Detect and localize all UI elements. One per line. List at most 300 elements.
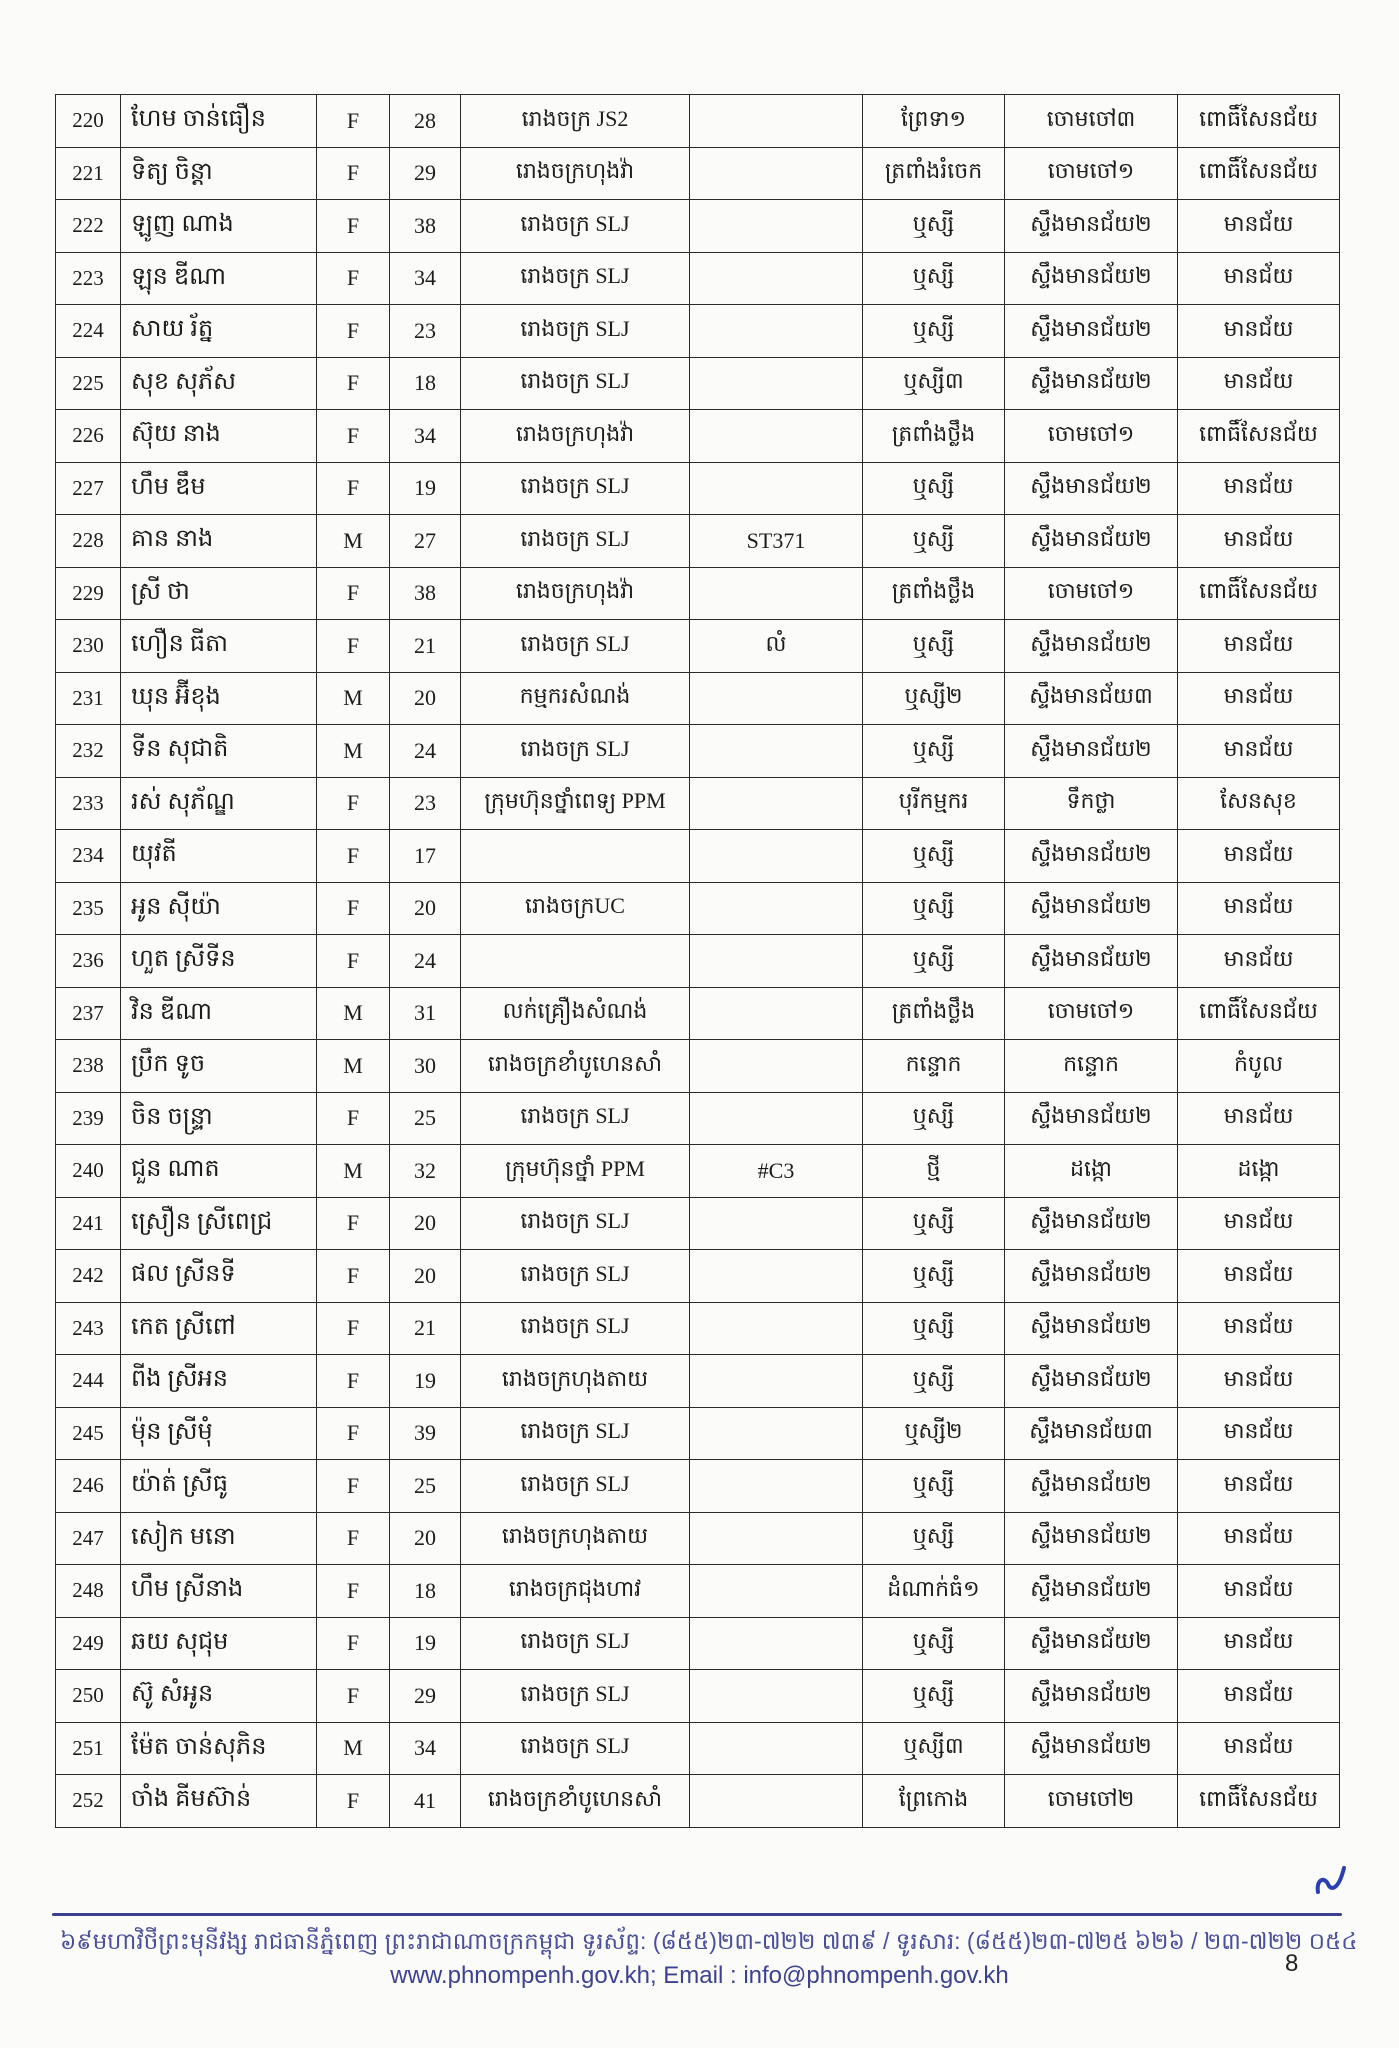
age-cell: 39	[390, 1407, 461, 1460]
commune-cell: ស្ទឹងមានជ័យ៣	[1005, 672, 1178, 725]
person-name-cell: ស្រី ថា	[121, 567, 317, 620]
row-number-cell: 241	[56, 1197, 121, 1250]
district-cell: មានជ័យ	[1178, 1355, 1340, 1408]
page-number: 8	[1285, 1950, 1299, 1977]
sex-cell: M	[317, 725, 390, 778]
note-cell	[690, 1565, 863, 1618]
village-cell: ដំណាក់ធំ១	[863, 1565, 1005, 1618]
sex-cell: F	[317, 1670, 390, 1723]
row-number-cell: 251	[56, 1722, 121, 1775]
sex-cell: F	[317, 830, 390, 883]
sex-cell: F	[317, 147, 390, 200]
workplace-cell: រោងចក្រ JS2	[461, 95, 690, 148]
sex-cell: F	[317, 777, 390, 830]
person-name-cell: យុវតី	[121, 830, 317, 883]
note-cell	[690, 1250, 863, 1303]
sex-cell: F	[317, 1092, 390, 1145]
commune-cell: ស្ទឹងមានជ័យ២	[1005, 725, 1178, 778]
age-cell: 31	[390, 987, 461, 1040]
person-name-cell: ម៉ែត ចាន់សុភិន	[121, 1722, 317, 1775]
age-cell: 34	[390, 252, 461, 305]
workplace-cell: រោងចក្រ SLJ	[461, 1092, 690, 1145]
commune-cell: ស្ទឹងមានជ័យ២	[1005, 462, 1178, 515]
note-cell	[690, 305, 863, 358]
workplace-cell: រោងចក្រ SLJ	[461, 462, 690, 515]
sex-cell: F	[317, 462, 390, 515]
table-row	[56, 1250, 1340, 1303]
sex-cell: F	[317, 1250, 390, 1303]
workplace-cell: កម្មករសំណង់	[461, 672, 690, 725]
sex-cell: F	[317, 1617, 390, 1670]
village-cell: ឬស្សី៣	[863, 1722, 1005, 1775]
village-cell: ឬស្សី	[863, 1670, 1005, 1723]
person-name-cell: អូន ស៊ីយ៉ា	[121, 882, 317, 935]
table-row	[56, 147, 1340, 200]
district-cell: មានជ័យ	[1178, 1670, 1340, 1723]
workplace-cell	[461, 830, 690, 883]
village-cell: ឬស្សី	[863, 1617, 1005, 1670]
commune-cell: ស្ទឹងមានជ័យ៣	[1005, 1407, 1178, 1460]
person-name-cell: ប្រឹក ទូច	[121, 1040, 317, 1093]
sex-cell: F	[317, 1775, 390, 1828]
commune-cell: ស្ទឹងមានជ័យ២	[1005, 1512, 1178, 1565]
workplace-cell: រោងចក្រUC	[461, 882, 690, 935]
village-cell: បុរីកម្មករ	[863, 777, 1005, 830]
age-cell: 18	[390, 1565, 461, 1618]
district-cell: ពោធិ៍សែនជ័យ	[1178, 1775, 1340, 1828]
person-name-cell: គាន នាង	[121, 515, 317, 568]
row-number-cell: 238	[56, 1040, 121, 1093]
person-name-cell: សាយ រ័ត្ន	[121, 305, 317, 358]
table-row	[56, 1722, 1340, 1775]
age-cell: 34	[390, 1722, 461, 1775]
table-row	[56, 1145, 1340, 1198]
district-cell: មានជ័យ	[1178, 1565, 1340, 1618]
note-cell: ST371	[690, 515, 863, 568]
note-cell	[690, 1355, 863, 1408]
note-cell	[690, 725, 863, 778]
district-cell: មានជ័យ	[1178, 357, 1340, 410]
table-row	[56, 1670, 1340, 1723]
workplace-cell: ក្រុមហ៊ុនថ្នាំពេទ្យ PPM	[461, 777, 690, 830]
commune-cell: ស្ទឹងមានជ័យ២	[1005, 305, 1178, 358]
person-name-cell: ចិន ចន្ទ្រា	[121, 1092, 317, 1145]
table-row	[56, 935, 1340, 988]
row-number-cell: 226	[56, 410, 121, 463]
workplace-cell: រោងចក្រ SLJ	[461, 305, 690, 358]
row-number-cell: 220	[56, 95, 121, 148]
footer-address: ៦៩មហាវិថីព្រះមុនីវង្ស រាជធានីភ្នំពេញ ព្រះរាជាណាចក្រកម្ពុជា ទូរស័ព្ទ: (៨៥៥)២៣-៧២២ ៧៣៩ / ទូរសារ: (៨៥៥)២៣-៧២៥ ៦២៦ / ២៣-៧២២ ០៥៤	[60, 1928, 1358, 1954]
workplace-cell: រោងចក្រខាំបូហេនសាំ	[461, 1040, 690, 1093]
age-cell: 29	[390, 1670, 461, 1723]
village-cell: ឬស្សី	[863, 1302, 1005, 1355]
workplace-cell: រោងចក្រ SLJ	[461, 1407, 690, 1460]
district-cell: សែនសុខ	[1178, 777, 1340, 830]
row-number-cell: 246	[56, 1460, 121, 1513]
district-cell: ពោធិ៍សែនជ័យ	[1178, 95, 1340, 148]
note-cell	[690, 1722, 863, 1775]
village-cell: ឬស្សី២	[863, 1407, 1005, 1460]
sex-cell: F	[317, 1460, 390, 1513]
person-name-cell: ហឹម ឌឹម	[121, 462, 317, 515]
person-name-cell: ជួន ណាត	[121, 1145, 317, 1198]
workplace-cell: រោងចក្រ SLJ	[461, 620, 690, 673]
person-name-cell: ឃុន អ៊ីខុង	[121, 672, 317, 725]
commune-cell: ស្ទឹងមានជ័យ២	[1005, 1722, 1178, 1775]
village-cell: ឬស្សី៣	[863, 357, 1005, 410]
table-row	[56, 1355, 1340, 1408]
commune-cell: ស្ទឹងមានជ័យ២	[1005, 1302, 1178, 1355]
village-cell: ត្រពាំងថ្លឹង	[863, 410, 1005, 463]
village-cell: ឬស្សី	[863, 1460, 1005, 1513]
village-cell: ឬស្សី	[863, 935, 1005, 988]
district-cell: មានជ័យ	[1178, 935, 1340, 988]
workplace-cell: រោងចក្រ SLJ	[461, 1197, 690, 1250]
sex-cell: F	[317, 200, 390, 253]
commune-cell: ស្ទឹងមានជ័យ២	[1005, 1250, 1178, 1303]
village-cell: ព្រែកោង	[863, 1775, 1005, 1828]
district-cell: មានជ័យ	[1178, 1722, 1340, 1775]
person-name-cell: ហួត ស្រីទីន	[121, 935, 317, 988]
district-cell: មានជ័យ	[1178, 462, 1340, 515]
age-cell: 24	[390, 935, 461, 988]
workplace-cell: រោងចក្រហុងតាយ	[461, 1512, 690, 1565]
village-cell: ត្រពាំងថ្លឹង	[863, 987, 1005, 1040]
district-cell: មានជ័យ	[1178, 620, 1340, 673]
age-cell: 20	[390, 1512, 461, 1565]
note-cell	[690, 567, 863, 620]
row-number-cell: 250	[56, 1670, 121, 1723]
table-row	[56, 410, 1340, 463]
commune-cell: ចោមចៅ២	[1005, 1775, 1178, 1828]
workplace-cell: រោងចក្រហុងវ៉ា	[461, 567, 690, 620]
note-cell	[690, 987, 863, 1040]
table-row	[56, 1092, 1340, 1145]
commune-cell: ស្ទឹងមានជ័យ២	[1005, 200, 1178, 253]
table-row	[56, 1040, 1340, 1093]
sex-cell: M	[317, 1040, 390, 1093]
person-name-cell: ហឿន ធីតា	[121, 620, 317, 673]
age-cell: 20	[390, 1250, 461, 1303]
commune-cell: ស្ទឹងមានជ័យ២	[1005, 620, 1178, 673]
district-cell: មានជ័យ	[1178, 1302, 1340, 1355]
row-number-cell: 227	[56, 462, 121, 515]
district-cell: មានជ័យ	[1178, 672, 1340, 725]
row-number-cell: 240	[56, 1145, 121, 1198]
district-cell: មានជ័យ	[1178, 1197, 1340, 1250]
note-cell	[690, 777, 863, 830]
workplace-cell: រោងចក្រ SLJ	[461, 725, 690, 778]
district-cell: មានជ័យ	[1178, 882, 1340, 935]
village-cell: ត្រពាំងថ្លឹង	[863, 567, 1005, 620]
commune-cell: ទឹកថ្លា	[1005, 777, 1178, 830]
workplace-cell: រោងចក្រខាំបូហេនសាំ	[461, 1775, 690, 1828]
note-cell	[690, 882, 863, 935]
commune-cell: ស្ទឹងមានជ័យ២	[1005, 882, 1178, 935]
village-cell: ឬស្សី	[863, 830, 1005, 883]
table-row	[56, 882, 1340, 935]
workplace-cell: រោងចក្រ SLJ	[461, 1670, 690, 1723]
district-cell: មានជ័យ	[1178, 1250, 1340, 1303]
age-cell: 28	[390, 95, 461, 148]
row-number-cell: 221	[56, 147, 121, 200]
village-cell: ឬស្សី	[863, 200, 1005, 253]
note-cell	[690, 462, 863, 515]
sex-cell: F	[317, 935, 390, 988]
sex-cell: F	[317, 1407, 390, 1460]
table-row	[56, 200, 1340, 253]
commune-cell: ស្ទឹងមានជ័យ២	[1005, 1670, 1178, 1723]
sex-cell: M	[317, 672, 390, 725]
note-cell	[690, 1617, 863, 1670]
table-row	[56, 1512, 1340, 1565]
sex-cell: F	[317, 1512, 390, 1565]
age-cell: 20	[390, 882, 461, 935]
person-name-cell: ទីន សុជាតិ	[121, 725, 317, 778]
commune-cell: ស្ទឹងមានជ័យ២	[1005, 1197, 1178, 1250]
district-cell: ពោធិ៍សែនជ័យ	[1178, 410, 1340, 463]
person-name-cell: ចាំង គីមស៊ាន់	[121, 1775, 317, 1828]
note-cell	[690, 935, 863, 988]
note-cell	[690, 252, 863, 305]
sex-cell: F	[317, 410, 390, 463]
sex-cell: M	[317, 515, 390, 568]
village-cell: ឬស្សី	[863, 515, 1005, 568]
sex-cell: F	[317, 1565, 390, 1618]
note-cell	[690, 1407, 863, 1460]
commune-cell: ស្ទឹងមានជ័យ២	[1005, 1092, 1178, 1145]
workplace-cell: រោងចក្រហុងវ៉ា	[461, 410, 690, 463]
row-number-cell: 233	[56, 777, 121, 830]
village-cell: ឬស្សី	[863, 1355, 1005, 1408]
sex-cell: F	[317, 567, 390, 620]
table-row	[56, 777, 1340, 830]
footer-divider	[52, 1913, 1342, 1916]
workplace-cell: រោងចក្រហុងតាយ	[461, 1355, 690, 1408]
sex-cell: F	[317, 1302, 390, 1355]
district-cell: មានជ័យ	[1178, 1407, 1340, 1460]
row-number-cell: 230	[56, 620, 121, 673]
person-name-cell: វិន ឌីណា	[121, 987, 317, 1040]
village-cell: ឬស្សី	[863, 620, 1005, 673]
commune-cell: ចោមចៅ១	[1005, 567, 1178, 620]
age-cell: 23	[390, 777, 461, 830]
person-name-cell: ឆយ សុជុម	[121, 1617, 317, 1670]
commune-cell: កន្ទោក	[1005, 1040, 1178, 1093]
row-number-cell: 249	[56, 1617, 121, 1670]
village-cell: ឬស្សី	[863, 252, 1005, 305]
village-cell: ឬស្សី	[863, 882, 1005, 935]
commune-cell: ស្ទឹងមានជ័យ២	[1005, 1617, 1178, 1670]
village-cell: ឬស្សី២	[863, 672, 1005, 725]
row-number-cell: 237	[56, 987, 121, 1040]
note-cell	[690, 200, 863, 253]
commune-cell: ស្ទឹងមានជ័យ២	[1005, 357, 1178, 410]
age-cell: 38	[390, 567, 461, 620]
village-cell: ថ្មី	[863, 1145, 1005, 1198]
sex-cell: F	[317, 620, 390, 673]
village-cell: ឬស្សី	[863, 1250, 1005, 1303]
district-cell: មានជ័យ	[1178, 830, 1340, 883]
commune-cell: ចោមចៅ១	[1005, 410, 1178, 463]
sex-cell: M	[317, 1145, 390, 1198]
sex-cell: F	[317, 305, 390, 358]
village-cell: ឬស្សី	[863, 1512, 1005, 1565]
district-cell: កំបូល	[1178, 1040, 1340, 1093]
person-name-cell: យ៉ាត់ ស្រីធូ	[121, 1460, 317, 1513]
commune-cell: ដង្កោ	[1005, 1145, 1178, 1198]
note-cell	[690, 1197, 863, 1250]
table-row	[56, 987, 1340, 1040]
commune-cell: ចោមចៅ១	[1005, 987, 1178, 1040]
person-name-cell: ហែម ចាន់ធឿន	[121, 95, 317, 148]
district-cell: មានជ័យ	[1178, 1460, 1340, 1513]
village-cell: ឬស្សី	[863, 725, 1005, 778]
workplace-cell: រោងចក្រហុងវ៉ា	[461, 147, 690, 200]
row-number-cell: 239	[56, 1092, 121, 1145]
person-name-cell: ទិត្យ ចិន្តា	[121, 147, 317, 200]
workplace-cell: រោងចក្រ SLJ	[461, 1302, 690, 1355]
person-name-cell: ឡូញ ណាង	[121, 200, 317, 253]
note-cell	[690, 1040, 863, 1093]
person-name-cell: ស៊ុយ នាង	[121, 410, 317, 463]
age-cell: 19	[390, 462, 461, 515]
workplace-cell: រោងចក្រ SLJ	[461, 1617, 690, 1670]
age-cell: 34	[390, 410, 461, 463]
workplace-cell: រោងចក្រ SLJ	[461, 252, 690, 305]
district-cell: មានជ័យ	[1178, 1092, 1340, 1145]
note-cell	[690, 830, 863, 883]
note-cell	[690, 95, 863, 148]
district-cell: ពោធិ៍សែនជ័យ	[1178, 567, 1340, 620]
age-cell: 41	[390, 1775, 461, 1828]
person-name-cell: កេត ស្រីពៅ	[121, 1302, 317, 1355]
district-cell: មានជ័យ	[1178, 200, 1340, 253]
commune-cell: ចោមចៅ៣	[1005, 95, 1178, 148]
table-row	[56, 515, 1340, 568]
row-number-cell: 236	[56, 935, 121, 988]
workplace-cell: រោងចក្រ SLJ	[461, 357, 690, 410]
table-row	[56, 1197, 1340, 1250]
age-cell: 24	[390, 725, 461, 778]
district-cell: ពោធិ៍សែនជ័យ	[1178, 147, 1340, 200]
district-cell: មានជ័យ	[1178, 515, 1340, 568]
records-table	[55, 94, 1340, 1828]
table-row	[56, 620, 1340, 673]
person-name-cell: ពីង ស្រីអន	[121, 1355, 317, 1408]
table-row	[56, 357, 1340, 410]
note-cell	[690, 357, 863, 410]
table-row	[56, 1775, 1340, 1828]
row-number-cell: 224	[56, 305, 121, 358]
age-cell: 21	[390, 620, 461, 673]
district-cell: មានជ័យ	[1178, 305, 1340, 358]
age-cell: 19	[390, 1617, 461, 1670]
district-cell: មានជ័យ	[1178, 725, 1340, 778]
age-cell: 19	[390, 1355, 461, 1408]
person-name-cell: ស៊ូ សំអូន	[121, 1670, 317, 1723]
person-name-cell: ស្រឿន ស្រីពេជ្រ	[121, 1197, 317, 1250]
district-cell: ដង្កោ	[1178, 1145, 1340, 1198]
person-name-cell: ម៉ុន ស្រីមុំ	[121, 1407, 317, 1460]
row-number-cell: 235	[56, 882, 121, 935]
note-cell	[690, 1775, 863, 1828]
sex-cell: F	[317, 1197, 390, 1250]
commune-cell: ចោមចៅ១	[1005, 147, 1178, 200]
table-row	[56, 95, 1340, 148]
age-cell: 20	[390, 672, 461, 725]
age-cell: 17	[390, 830, 461, 883]
table-row	[56, 1460, 1340, 1513]
person-name-cell: សុខ សុភ័ស	[121, 357, 317, 410]
commune-cell: ស្ទឹងមានជ័យ២	[1005, 1460, 1178, 1513]
workplace-cell: រោងចក្រជុងហាវ	[461, 1565, 690, 1618]
row-number-cell: 244	[56, 1355, 121, 1408]
table-row	[56, 567, 1340, 620]
row-number-cell: 228	[56, 515, 121, 568]
note-cell	[690, 1670, 863, 1723]
row-number-cell: 248	[56, 1565, 121, 1618]
workplace-cell: រោងចក្រ SLJ	[461, 1722, 690, 1775]
commune-cell: ស្ទឹងមានជ័យ២	[1005, 515, 1178, 568]
row-number-cell: 231	[56, 672, 121, 725]
commune-cell: ស្ទឹងមានជ័យ២	[1005, 1355, 1178, 1408]
footer-web-email: www.phnompenh.gov.kh; Email : info@phnompenh.gov.kh	[390, 1962, 1009, 1989]
village-cell: ត្រពាំងរំចេក	[863, 147, 1005, 200]
note-cell	[690, 1302, 863, 1355]
row-number-cell: 247	[56, 1512, 121, 1565]
sex-cell: F	[317, 1355, 390, 1408]
table-row	[56, 252, 1340, 305]
row-number-cell: 223	[56, 252, 121, 305]
district-cell: មានជ័យ	[1178, 1617, 1340, 1670]
workplace-cell: រោងចក្រ SLJ	[461, 200, 690, 253]
row-number-cell: 243	[56, 1302, 121, 1355]
age-cell: 21	[390, 1302, 461, 1355]
row-number-cell: 225	[56, 357, 121, 410]
note-cell	[690, 1092, 863, 1145]
person-name-cell: សៀក មនោ	[121, 1512, 317, 1565]
workplace-cell: រោងចក្រ SLJ	[461, 1460, 690, 1513]
workplace-cell: ក្រុមហ៊ុនថ្នាំ PPM	[461, 1145, 690, 1198]
row-number-cell: 242	[56, 1250, 121, 1303]
table-row	[56, 305, 1340, 358]
sex-cell: F	[317, 882, 390, 935]
sex-cell: F	[317, 95, 390, 148]
workplace-cell	[461, 935, 690, 988]
note-cell	[690, 1512, 863, 1565]
age-cell: 25	[390, 1092, 461, 1145]
age-cell: 25	[390, 1460, 461, 1513]
district-cell: ពោធិ៍សែនជ័យ	[1178, 987, 1340, 1040]
village-cell: ឬស្សី	[863, 1092, 1005, 1145]
village-cell: ឬស្សី	[863, 305, 1005, 358]
age-cell: 30	[390, 1040, 461, 1093]
note-cell	[690, 672, 863, 725]
note-cell: លំ	[690, 620, 863, 673]
table-row	[56, 672, 1340, 725]
row-number-cell: 234	[56, 830, 121, 883]
sex-cell: F	[317, 252, 390, 305]
commune-cell: ស្ទឹងមានជ័យ២	[1005, 252, 1178, 305]
table-row	[56, 725, 1340, 778]
table-row	[56, 1565, 1340, 1618]
row-number-cell: 229	[56, 567, 121, 620]
village-cell: ឬស្សី	[863, 1197, 1005, 1250]
commune-cell: ស្ទឹងមានជ័យ២	[1005, 935, 1178, 988]
age-cell: 29	[390, 147, 461, 200]
village-cell: កន្ទោក	[863, 1040, 1005, 1093]
